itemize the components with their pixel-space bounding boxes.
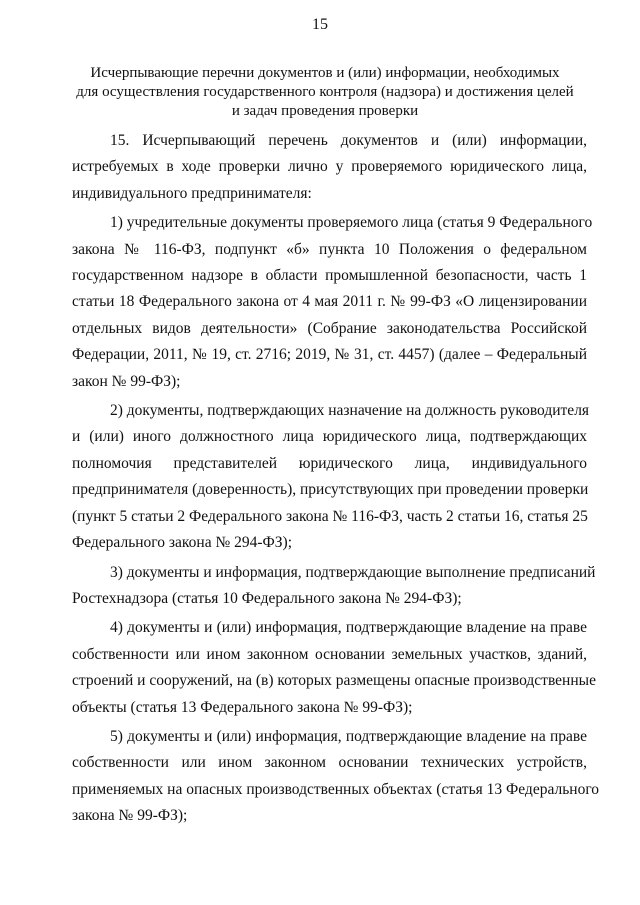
text-line: статьи 18 Федерального закона от 4 мая 2011 г. № 99-ФЗ «О лицензировании — [72, 293, 587, 311]
list-item-5 — [72, 724, 600, 830]
page-number: 15 — [312, 16, 328, 33]
text-line: 2) документы, подтверждающих назначение на должность руководителя — [110, 402, 590, 420]
section-heading — [60, 64, 590, 121]
heading-line: и задач проведения проверки — [231, 103, 419, 119]
text-line: Федерального закона № 294-ФЗ); — [72, 534, 292, 552]
text-line: 15. Исчерпывающий перечень документов и (или) информации, — [110, 132, 587, 149]
text-line: 4) документы и (или) информация, подтверждающие владение на праве — [110, 619, 587, 637]
text-line: 3) документы и информация, подтверждающие выполнение предписаний — [110, 563, 596, 581]
text-line: закона № 99-ФЗ); — [72, 807, 188, 825]
text-line: закона № 116-ФЗ, подпункт «б» пункта 10 Положения о федеральном — [72, 240, 587, 258]
text-line: строений и сооружений, на (в) которых размещены опасные производственные — [72, 672, 596, 690]
list-item-1 — [72, 210, 593, 395]
list-item-3 — [72, 560, 596, 613]
text-line: объекты (статья 13 Федерального закона № 99-ФЗ); — [72, 698, 413, 716]
text-line: (пункт 5 статьи 2 Федерального закона № 116-ФЗ, часть 2 статьи 16, статья 25 — [72, 507, 588, 525]
text-line: государственном надзоре в области промышленной безопасности, часть 1 — [72, 267, 587, 285]
text-line: 1) учредительные документы проверяемого лица (статья 9 Федерального — [110, 214, 593, 232]
text-line: и (или) иного должностного лица юридического лица, подтверждающих — [72, 428, 587, 446]
paragraph-15 — [72, 128, 587, 207]
text-line: истребуемых в ходе проверки лично у проверяемого юридического лица, — [72, 158, 587, 176]
text-line: применяемых на опасных производственных объектах (статья 13 Федерального — [72, 780, 600, 798]
text-line: 5) документы и (или) информация, подтверждающие владение на праве — [110, 727, 587, 745]
text-line: собственности или ином законном основании земельных участков, зданий, — [72, 645, 587, 663]
heading-line: Исчерпывающие перечни документов и (или) информации, необходимых — [90, 65, 560, 81]
list-item-4 — [72, 615, 596, 721]
heading-line: для осуществления государственного контроля (надзора) и достижения целей — [76, 84, 574, 100]
text-line: закон № 99-ФЗ); — [72, 372, 181, 390]
text-line: индивидуального предпринимателя: — [72, 184, 312, 202]
document-body — [72, 128, 600, 833]
text-line: отдельных видов деятельности» (Собрание законодательства Российской — [72, 319, 587, 337]
text-line: полномочия представителей юридического лица, индивидуального — [72, 454, 587, 472]
text-line: Ростехнадзора (статья 10 Федерального закона № 294-ФЗ); — [72, 589, 462, 607]
text-line: собственности или ином законном основании технических устройств, — [72, 754, 587, 772]
text-line: предпринимателя (доверенность), присутствующих при проведении проверки — [72, 481, 589, 499]
list-item-2 — [72, 398, 590, 556]
text-line: Федерации, 2011, № 19, ст. 2716; 2019, № 31, ст. 4457) (далее – Федеральный — [72, 346, 587, 364]
